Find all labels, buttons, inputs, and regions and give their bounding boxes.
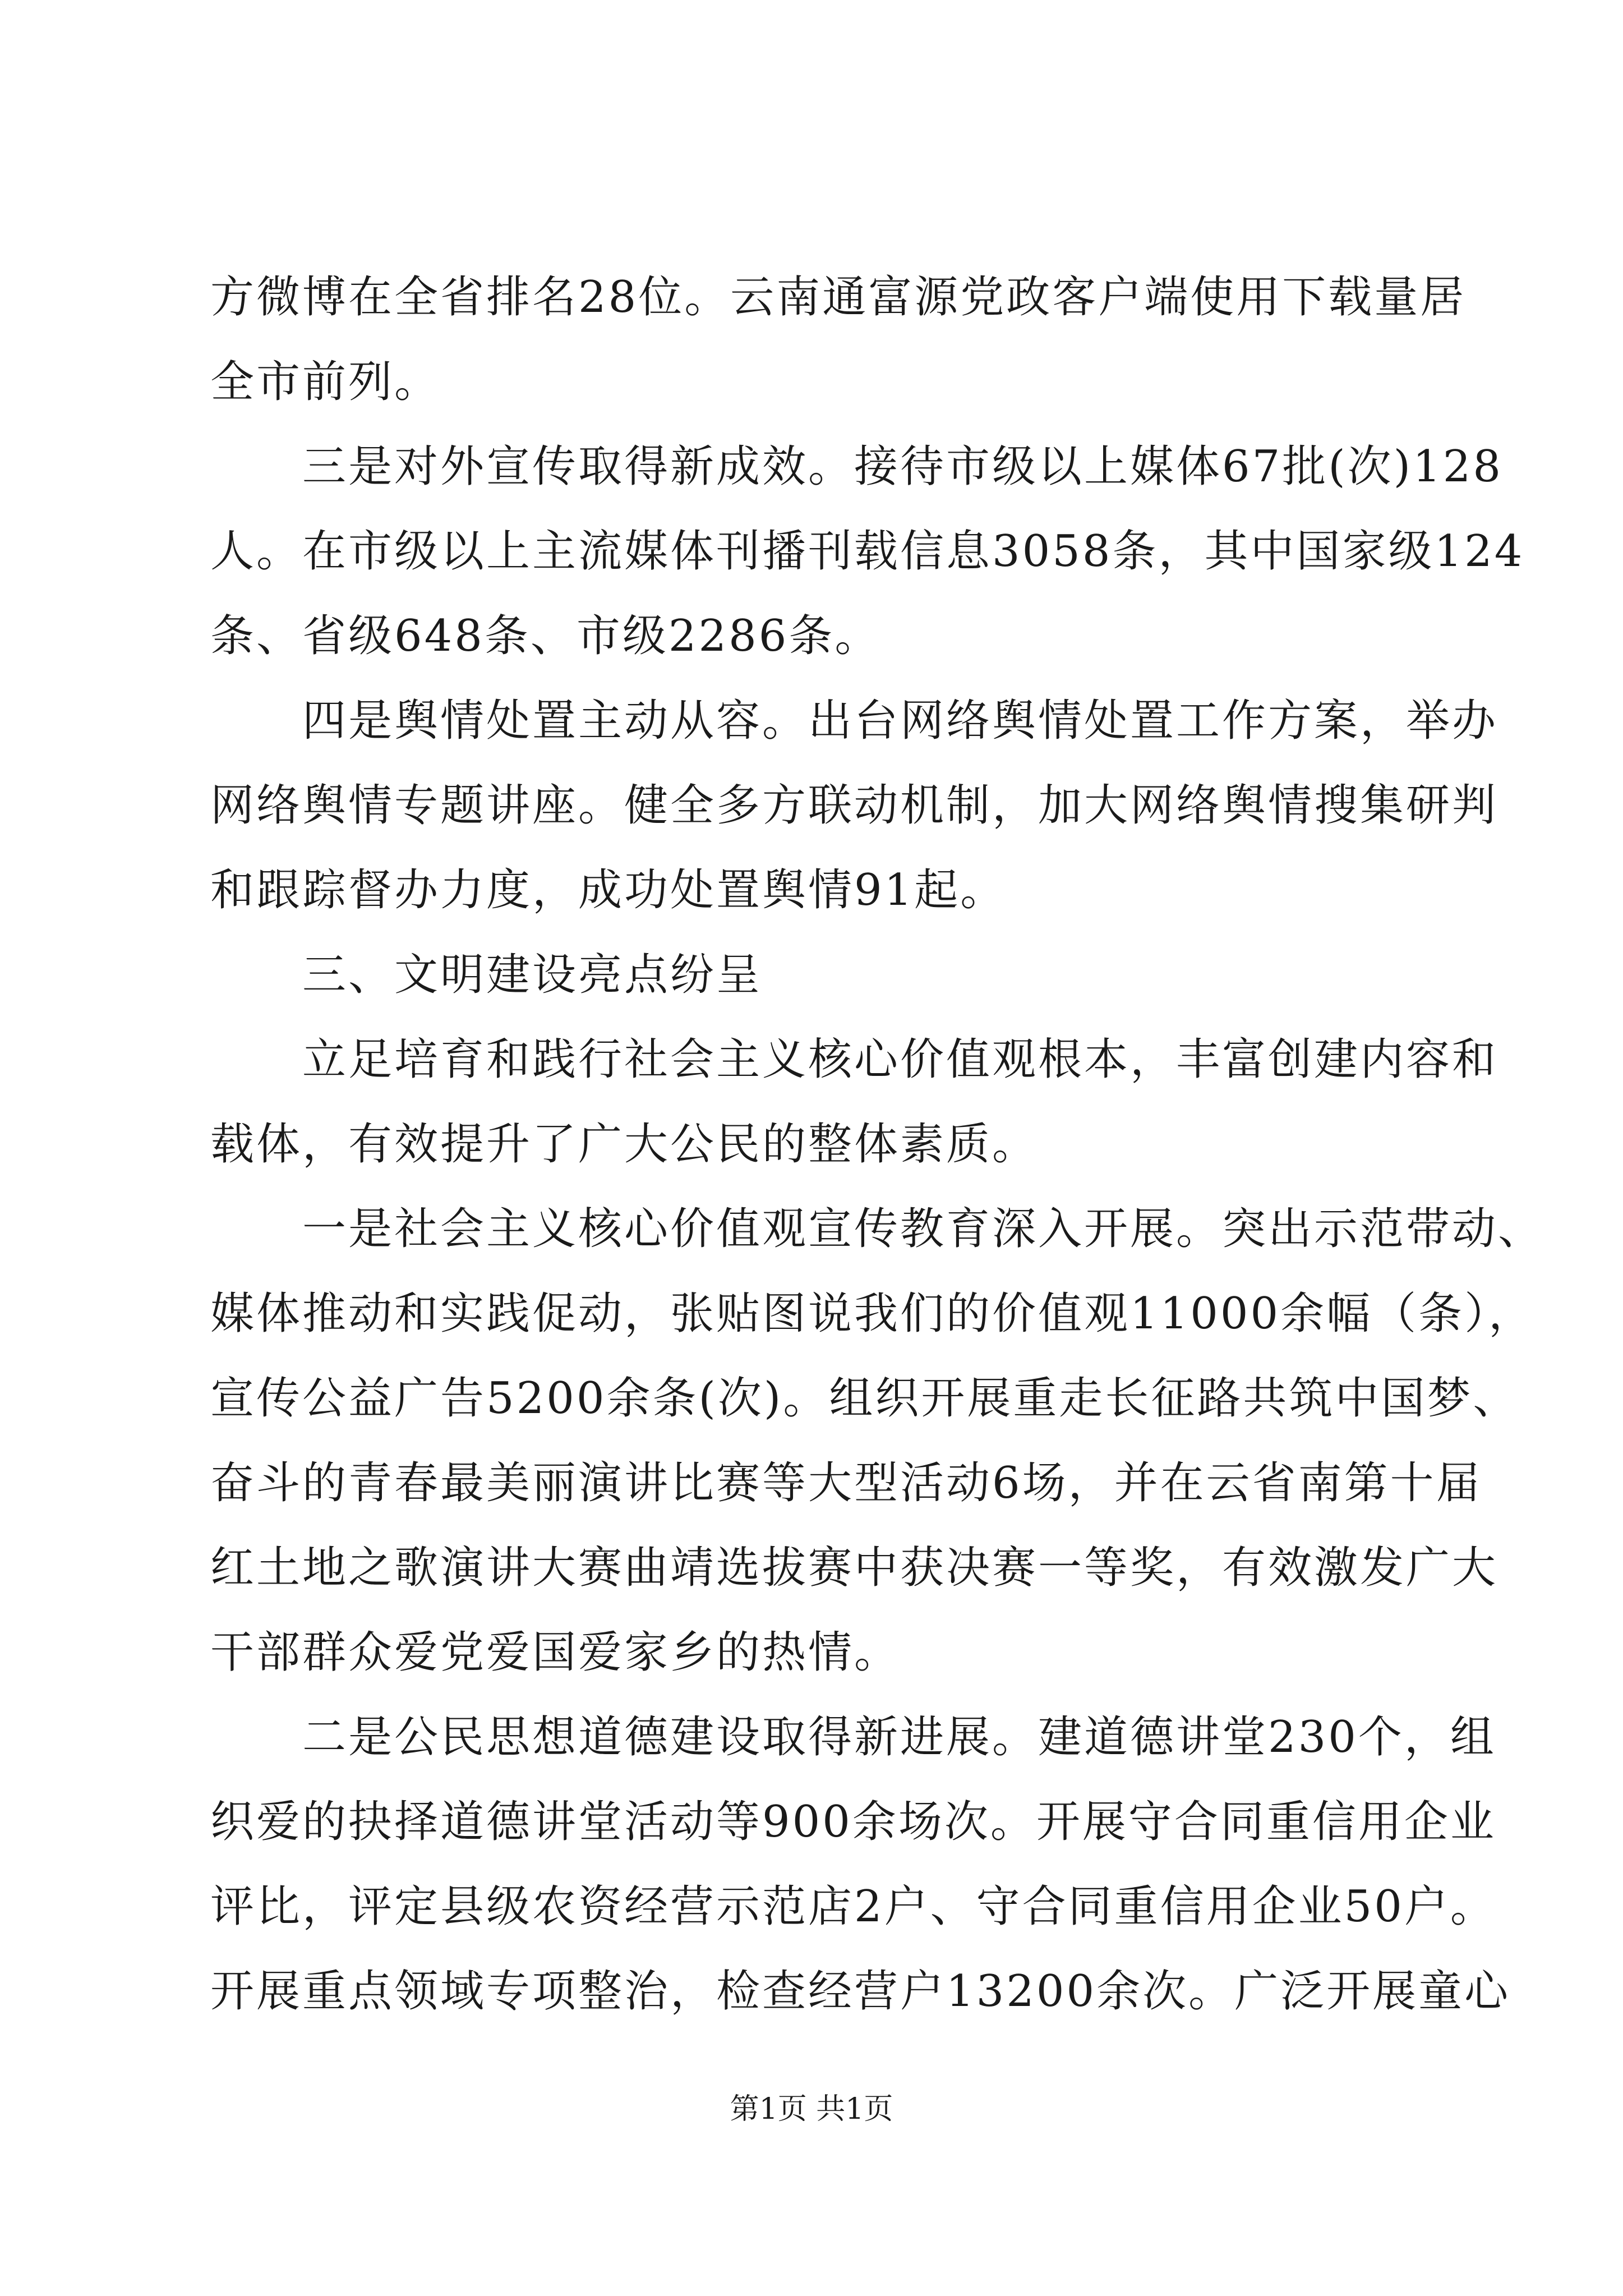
- text-line: 奋斗的青春最美丽演讲比赛等大型活动6场，并在云省南第十届: [210, 1458, 1482, 1508]
- text-line: 开展重点领域专项整治，检查经营户13200余次。广泛开展童心: [210, 1966, 1511, 2017]
- text-line: 干部群众爱党爱国爱家乡的热情。: [210, 1627, 901, 1678]
- page-footer: 第1页 共1页: [730, 2092, 893, 2126]
- text-line: 人。在市级以上主流媒体刊播刊载信息3058条，其中国家级124: [210, 526, 1525, 577]
- text-line: 载体，有效提升了广大公民的整体素质。: [210, 1119, 1039, 1170]
- text-line: 全市前列。: [210, 357, 441, 407]
- text-line: 三、文明建设亮点纷呈: [302, 950, 763, 1000]
- text-line: 立足培育和践行社会主义核心价值观根本，丰富创建内容和: [302, 1034, 1498, 1085]
- text-line: 织爱的抉择道德讲堂活动等900余场次。开展守合同重信用企业: [210, 1797, 1496, 1847]
- text-line: 宣传公益广告5200余条(次)。组织开展重走长征路共筑中国梦、: [210, 1373, 1519, 1424]
- text-line: 一是社会主义核心价值观宣传教育深入开展。突出示范带动、: [302, 1204, 1544, 1254]
- text-line: 媒体推动和实践促动，张贴图说我们的价值观11000余幅（条），: [210, 1289, 1535, 1339]
- text-line: 二是公民思想道德建设取得新进展。建道德讲堂230个，组: [302, 1712, 1496, 1763]
- text-line: 评比，评定县级农资经营示范店2户、守合同重信用企业50户。: [210, 1881, 1496, 1932]
- text-line: 条、省级648条、市级2286条。: [210, 611, 881, 661]
- text-line: 网络舆情专题讲座。健全多方联动机制，加大网络舆情搜集研判: [210, 780, 1498, 831]
- text-line: 四是舆情处置主动从容。出台网络舆情处置工作方案，举办: [302, 696, 1498, 746]
- text-line: 和跟踪督办力度，成功处置舆情91起。: [210, 865, 1007, 915]
- text-line: 三是对外宣传取得新成效。接待市级以上媒体67批(次)128: [302, 441, 1503, 492]
- body-text: [210, 255, 1544, 2034]
- text-line: 方微博在全省排名28位。云南通富源党政客户端使用下载量居: [210, 272, 1467, 323]
- text-line: 红土地之歌演讲大赛曲靖选拔赛中获决赛一等奖，有效激发广大: [210, 1543, 1498, 1593]
